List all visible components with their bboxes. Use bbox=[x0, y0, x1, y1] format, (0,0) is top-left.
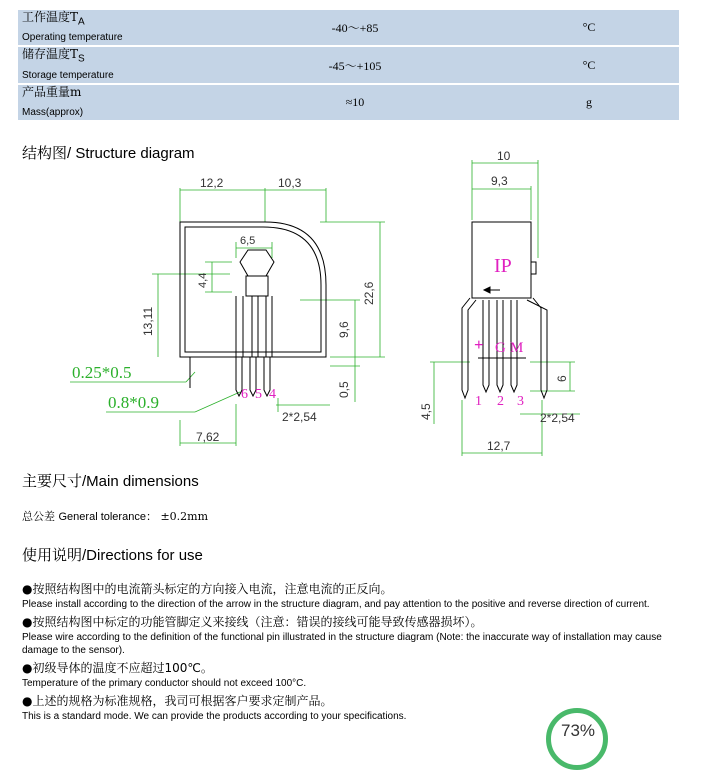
directions-title: 使用说明/Directions for use bbox=[22, 547, 203, 564]
list-item: ●上述的规格为标准规格，我司可根据客户要求定制产品。 This is a standard mode. We can provide the products according to your specifications. bbox=[22, 694, 407, 722]
dim-10-3: 10,3 bbox=[278, 176, 302, 190]
dim-9-6: 9,6 bbox=[337, 321, 351, 338]
pin-2: 2 bbox=[497, 394, 504, 409]
spec-name: 储存温度$T_S$ Storage temperature bbox=[18, 47, 211, 82]
progress-badge-value: 73% bbox=[561, 721, 596, 740]
structure-diagram-title: 结构图/ Structure diagram bbox=[22, 145, 195, 162]
m-mark: M bbox=[510, 340, 524, 356]
callout-0-8x0-9: 0.8*0.9 bbox=[108, 393, 159, 412]
spec-value: -40～+85 bbox=[211, 10, 499, 45]
pin-5: 5 bbox=[255, 387, 262, 402]
spec-unit: g bbox=[499, 85, 679, 120]
dim-6: 6 bbox=[555, 375, 569, 382]
pin-3: 3 bbox=[517, 394, 524, 409]
tolerance-cn: 总公差 bbox=[22, 510, 55, 523]
front-callouts bbox=[72, 363, 159, 412]
list-item: ●按照结构图中的电流箭头标定的方向接入电流，注意电流的正反向。 Please install according to the direction of the arrow in the structure diagram, and pay attention to the positive and reverse direction of current. bbox=[22, 582, 650, 610]
progress-badge[interactable] bbox=[546, 708, 608, 770]
plus-mark: + bbox=[474, 335, 484, 354]
dim-2x2-54-front: 2*2,54 bbox=[282, 410, 317, 424]
dim-4-4: 4,4 bbox=[197, 272, 209, 288]
callout-0-25x0-5: 0.25*0.5 bbox=[72, 363, 132, 382]
dim-7-62: 7,62 bbox=[196, 430, 220, 444]
dim-22-6: 22,6 bbox=[362, 281, 376, 305]
front-pin-numbers bbox=[241, 387, 276, 402]
dim-0-5: 0,5 bbox=[337, 381, 351, 398]
list-item: ●按照结构图中标定的功能管脚定义来接线（注意：错误的接线可能导致传感器损坏）。 Please wire according to the definition of the functional pin illustrated in the structure diagram (Note: the inaccurate way of installation may cause damage to the sensor). bbox=[22, 615, 662, 656]
spec-name: 工作温度$T_A$ Operating temperature bbox=[18, 10, 211, 45]
dim-2x2-54-side: 2*2,54 bbox=[540, 411, 575, 425]
spec-value: ≈10 bbox=[211, 85, 499, 120]
pin-6: 6 bbox=[241, 387, 248, 402]
pin-1: 1 bbox=[475, 394, 482, 409]
spec-value: -45～+105 bbox=[211, 47, 499, 82]
tolerance-value: ±0.2mm bbox=[160, 510, 209, 523]
pin-4: 4 bbox=[269, 387, 276, 402]
dim-4-5: 4,5 bbox=[419, 403, 433, 420]
spec-unit: °C bbox=[499, 10, 679, 45]
dim-6-5: 6,5 bbox=[240, 235, 256, 247]
dim-12-7: 12,7 bbox=[487, 439, 511, 453]
main-dimensions-title: 主要尺寸/Main dimensions bbox=[22, 473, 199, 490]
directions-list bbox=[22, 580, 672, 725]
dim-10: 10 bbox=[497, 149, 511, 163]
dim-9-3: 9,3 bbox=[491, 174, 508, 188]
side-body bbox=[462, 222, 547, 398]
list-item: ●初级导体的温度不应超过100℃。 Temperature of the primary conductor should not exceed 100°C. bbox=[22, 661, 307, 689]
tolerance-en: General tolerance： bbox=[58, 511, 157, 523]
ip-mark: IP bbox=[494, 255, 512, 277]
tolerance-line bbox=[22, 508, 208, 524]
g-mark: G bbox=[495, 340, 506, 356]
dim-13-11: 13,11 bbox=[141, 306, 155, 336]
dim-12-2: 12,2 bbox=[200, 176, 224, 190]
spec-name: 产品重量m Mass(approx) bbox=[18, 85, 211, 120]
spec-unit: °C bbox=[499, 47, 679, 82]
